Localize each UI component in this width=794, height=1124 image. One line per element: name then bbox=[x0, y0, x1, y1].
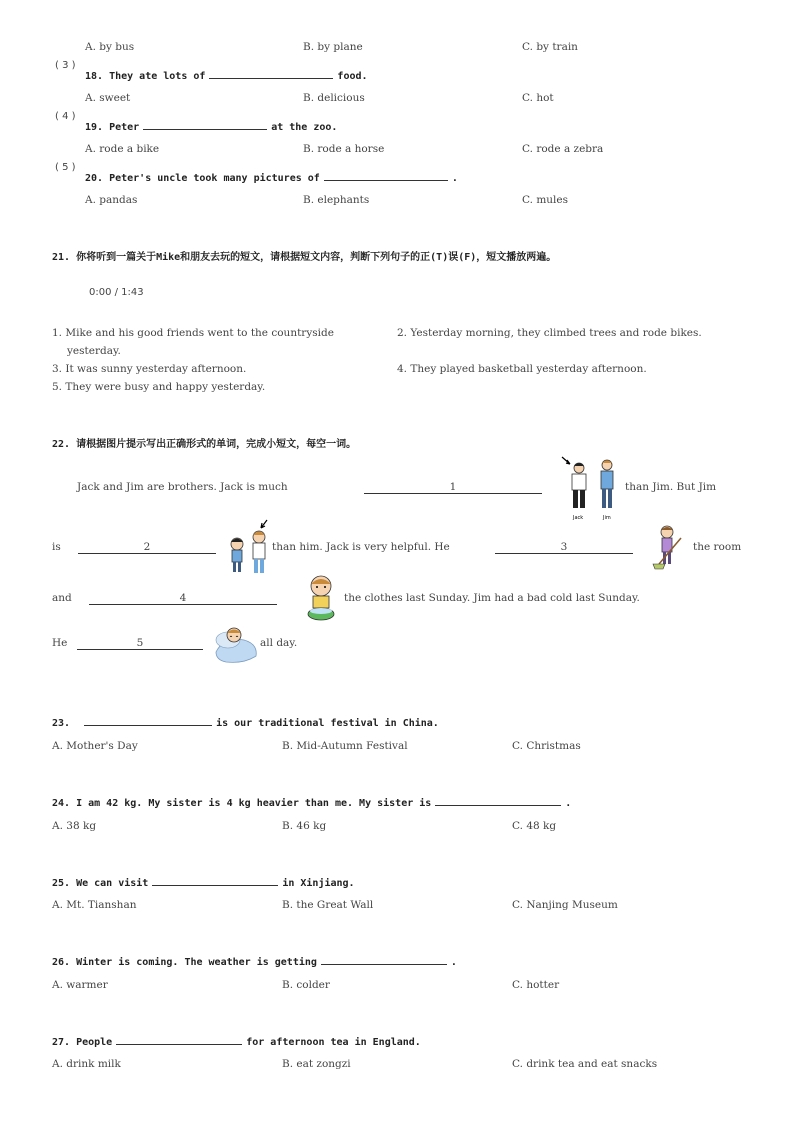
q22-line4-end: all day. bbox=[260, 637, 298, 649]
q19-blank[interactable] bbox=[143, 118, 267, 130]
q24-option-c[interactable]: C. 48 kg bbox=[512, 820, 557, 832]
q24-blank[interactable] bbox=[435, 794, 561, 806]
q25-option-b[interactable]: B. the Great Wall bbox=[282, 899, 374, 911]
q26-text: 26. Winter is coming. The weather is getting bbox=[52, 957, 317, 968]
q25-blank[interactable] bbox=[152, 874, 278, 886]
q22-line2-end: the room bbox=[693, 541, 742, 553]
q21-statement-1: 1. Mike and his good friends went to the countryside bbox=[52, 327, 334, 339]
q17-option-a[interactable]: A. by bus bbox=[85, 41, 135, 53]
q22-blank-2[interactable]: 2 bbox=[78, 541, 216, 554]
q20-option-a[interactable]: A. pandas bbox=[85, 194, 138, 206]
short-boys-picture bbox=[227, 518, 273, 576]
q18-option-a[interactable]: A. sweet bbox=[85, 92, 131, 104]
q23-text-after: is our traditional festival in China. bbox=[216, 718, 439, 729]
q23-blank[interactable] bbox=[84, 714, 212, 726]
q23-text: 23. bbox=[52, 718, 71, 729]
q18-marker: ( 3 ) bbox=[55, 60, 76, 71]
q20-text: 20. Peter's uncle took many pictures of bbox=[85, 173, 320, 184]
q24-option-a[interactable]: A. 38 kg bbox=[52, 820, 97, 832]
q27-blank[interactable] bbox=[116, 1033, 242, 1045]
q25-option-a[interactable]: A. Mt. Tianshan bbox=[52, 899, 137, 911]
q17-option-b[interactable]: B. by plane bbox=[303, 41, 363, 53]
jack-label: Jack bbox=[573, 515, 584, 521]
q19-text: 19. Peter bbox=[85, 122, 140, 133]
q23-stem bbox=[52, 714, 439, 729]
jim-label: Jim bbox=[603, 515, 611, 521]
q19-option-a[interactable]: A. rode a bike bbox=[85, 143, 160, 155]
q18-option-b[interactable]: B. delicious bbox=[303, 92, 365, 104]
q25-text-after: in Xinjiang. bbox=[282, 878, 355, 889]
q20-text-after: . bbox=[451, 173, 458, 184]
q19-option-c[interactable]: C. rode a zebra bbox=[522, 143, 604, 155]
q26-stem bbox=[52, 953, 457, 968]
q27-text: 27. People bbox=[52, 1037, 113, 1048]
q22-line3-start: and bbox=[52, 592, 72, 604]
q22-blank-1[interactable]: 1 bbox=[364, 481, 542, 494]
q17-option-c[interactable]: C. by train bbox=[522, 41, 578, 53]
q24-option-b[interactable]: B. 46 kg bbox=[282, 820, 327, 832]
q22-instruction: 22. 请根据图片提示写出正确形式的单词，完成小短文，每空一词。 bbox=[52, 439, 357, 450]
q18-stem bbox=[85, 67, 368, 82]
q20-option-c[interactable]: C. mules bbox=[522, 194, 569, 206]
q22-line3-end: the clothes last Sunday. Jim had a bad cold last Sunday. bbox=[344, 592, 640, 604]
q19-stem bbox=[85, 118, 337, 133]
q24-text: 24. I am 42 kg. My sister is 4 kg heavier than me. My sister is bbox=[52, 798, 432, 809]
q24-stem bbox=[52, 794, 571, 809]
q22-blank-5[interactable]: 5 bbox=[77, 637, 203, 650]
q19-option-b[interactable]: B. rode a horse bbox=[303, 143, 385, 155]
q21-statement-3: 3. It was sunny yesterday afternoon. bbox=[52, 363, 247, 375]
q23-option-c[interactable]: C. Christmas bbox=[512, 740, 581, 752]
q25-text: 25. We can visit bbox=[52, 878, 149, 889]
q21-instruction: 21. 你将听到一篇关于Mike和朋友去玩的短文，请根据短文内容，判断下列句子的正(T)误(F)，短文播放两遍。 bbox=[52, 252, 557, 263]
jack-jim-picture bbox=[560, 455, 624, 521]
q26-blank[interactable] bbox=[321, 953, 447, 965]
q22-line2-start: is bbox=[52, 541, 61, 553]
q22-line2-mid: than him. Jack is very helpful. He bbox=[272, 541, 450, 553]
sweeping-picture bbox=[651, 524, 687, 570]
q18-text: 18. They ate lots of bbox=[85, 71, 206, 82]
q21-statement-5: 5. They were busy and happy yesterday. bbox=[52, 381, 266, 393]
q22-blank-3[interactable]: 3 bbox=[495, 541, 633, 554]
q22-line1-end: than Jim. But Jim bbox=[625, 481, 717, 493]
q21-statement-4: 4. They played basketball yesterday afternoon. bbox=[397, 363, 647, 375]
q25-option-c[interactable]: C. Nanjing Museum bbox=[512, 899, 618, 911]
q22-line1-text: Jack and Jim are brothers. Jack is much bbox=[77, 481, 288, 493]
q20-option-b[interactable]: B. elephants bbox=[303, 194, 370, 206]
q20-marker: ( 5 ) bbox=[55, 162, 76, 173]
q19-marker: ( 4 ) bbox=[55, 111, 76, 122]
q23-option-a[interactable]: A. Mother's Day bbox=[52, 740, 138, 752]
q21-statement-2: 2. Yesterday morning, they climbed trees and rode bikes. bbox=[397, 327, 702, 339]
q22-blank-4[interactable]: 4 bbox=[89, 592, 277, 605]
q18-option-c[interactable]: C. hot bbox=[522, 92, 554, 104]
q20-stem bbox=[85, 169, 458, 184]
q27-stem bbox=[52, 1033, 421, 1048]
q27-text-after: for afternoon tea in England. bbox=[246, 1037, 421, 1048]
q25-stem bbox=[52, 874, 355, 889]
q26-option-c[interactable]: C. hotter bbox=[512, 979, 560, 991]
q26-option-a[interactable]: A. warmer bbox=[52, 979, 108, 991]
q20-blank[interactable] bbox=[324, 169, 448, 181]
q21-statement-1-cont: yesterday. bbox=[67, 345, 121, 357]
sleeping-sick-picture bbox=[214, 622, 260, 664]
q27-option-b[interactable]: B. eat zongzi bbox=[282, 1058, 351, 1070]
q18-text-after: food. bbox=[337, 71, 368, 82]
q19-text-after: at the zoo. bbox=[271, 122, 338, 133]
q26-option-b[interactable]: B. colder bbox=[282, 979, 330, 991]
audio-time[interactable]: 0:00 / 1:43 bbox=[89, 287, 144, 298]
q18-blank[interactable] bbox=[209, 67, 333, 79]
q24-text-after: . bbox=[565, 798, 572, 809]
q26-text-after: . bbox=[450, 957, 457, 968]
q22-line4-start: He bbox=[52, 637, 68, 649]
washing-clothes-picture bbox=[305, 574, 337, 624]
q27-option-a[interactable]: A. drink milk bbox=[52, 1058, 121, 1070]
q27-option-c[interactable]: C. drink tea and eat snacks bbox=[512, 1058, 658, 1070]
q23-option-b[interactable]: B. Mid-Autumn Festival bbox=[282, 740, 408, 752]
